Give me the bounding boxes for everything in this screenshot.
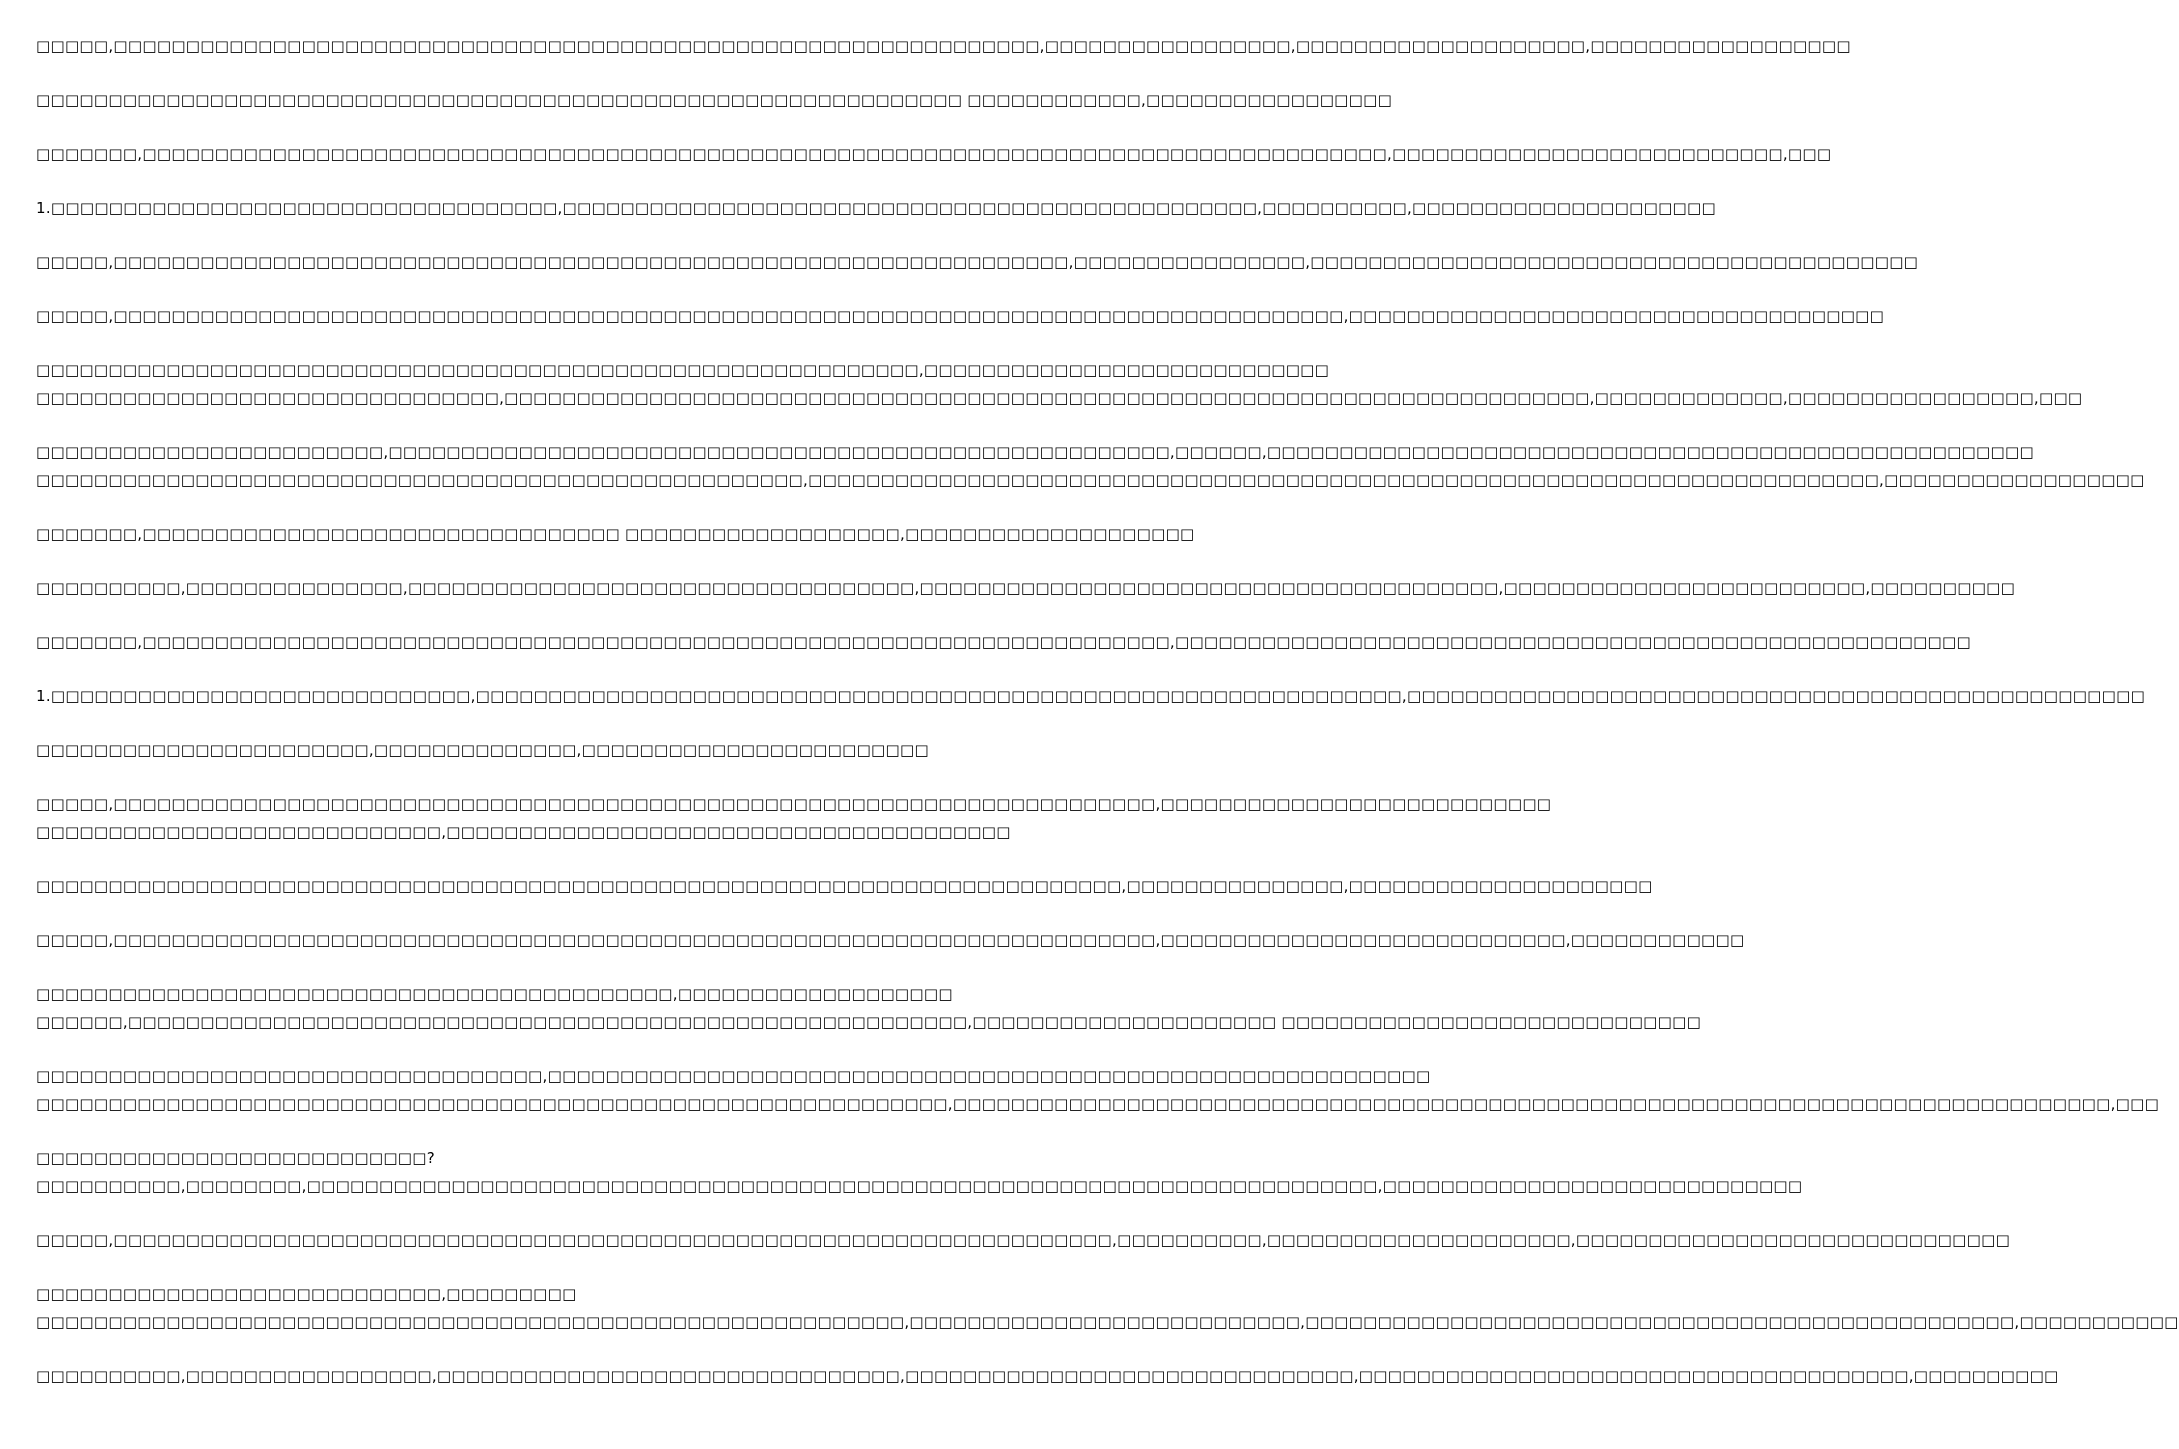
text-line: □□□□□□□□□□□□□□□□□□□□□□□□,□□□□□□□□□□□□□□□□□□□□□□□□□□□□□□□□□□□□□□□□□□□□□□□□□□□□□□,□□□□□□,□□□□□□□□□□□□□□□□□□□□□□□□□□□□□□□□□□□□□□□□□□□□□□□□□□□□□ bbox=[36, 443, 2034, 461]
text-line: □□□□□,□□□□□□□□□□□□□□□□□□□□□□□□□□□□□□□□□□□□□□□□□□□□□□□□□□□□□□□□□□□□□□□□□□□□□□□□□□□□□□□□□□□□□,□□□□□□□□□□□□□□□□□□□□□□□□□□□□□□□□□□□□□ bbox=[36, 307, 1885, 325]
paragraph bbox=[36, 248, 1919, 276]
text-line: □□□□□□□□□□□□□□□□□□□□□□□□□□□□,□□□□□□□□□□□□□□□□□□□□□□□□□□□□□□□□□□□□□□□ bbox=[36, 823, 1011, 841]
question-line: □□□□□□□□□□□□□□□□□□□□□□□□□□□? bbox=[36, 1149, 436, 1167]
paragraph bbox=[36, 1144, 1803, 1200]
text-line: □□□□□□□□□□□□□□□□□□□□□□□□□□□□□□□□□□□□□□□□□□□□□□□□□□□□□□□□□□□□□□□□□□□□□□□□□□□,□□□□□□□□□□□□□□□,□□□□□□□□□□□□□□□□□□□□□ bbox=[36, 877, 1653, 895]
text-line: 1.□□□□□□□□□□□□□□□□□□□□□□□□□□□□□,□□□□□□□□□□□□□□□□□□□□□□□□□□□□□□□□□□□□□□□□□□□□□□□□□□□□□□□□□□□□□□□□,□□□□□□□□□□□□□□□□□□□□□□□□□□□□□□□□□□□□□□□□□□□□□□□□□□□ bbox=[36, 687, 2146, 705]
text-line: 1.□□□□□□□□□□□□□□□□□□□□□□□□□□□□□□□□□□□,□□□□□□□□□□□□□□□□□□□□□□□□□□□□□□□□□□□□□□□□□□□□□□□□,□□□□□□□□□□,□□□□□□□□□□□□□□□□□□□□□ bbox=[36, 199, 1716, 217]
text-line: □□□□□□□□□□□□□□□□□□□□□□□,□□□□□□□□□□□□□□,□□□□□□□□□□□□□□□□□□□□□□□□ bbox=[36, 741, 929, 759]
text-line: □□□□□□□□□□□□□□□□□□□□□□□□□□□□□□□□□□□□□□□□□□□□□□□□□□□□□□□□□□□□□,□□□□□□□□□□□□□□□□□□□□□□□□□□□□ bbox=[36, 361, 1330, 379]
paragraph bbox=[36, 302, 1885, 330]
paragraph bbox=[36, 736, 990, 764]
text-line: □□□□□,□□□□□□□□□□□□□□□□□□□□□□□□□□□□□□□□□□□□□□□□□□□□□□□□□□□□□□□□□□□□□□□□□□□□□□□□,□□□□□□□□□□□□□□□□□□□□□□□□□□□□,□□□□□□□□□□□□ bbox=[36, 931, 1745, 949]
paragraph bbox=[36, 140, 1832, 168]
paragraph bbox=[36, 872, 1653, 900]
paragraph bbox=[36, 356, 2083, 412]
text-line: □□□□□,□□□□□□□□□□□□□□□□□□□□□□□□□□□□□□□□□□□□□□□□□□□□□□□□□□□□□□□□□□□□□□□□□□,□□□□□□□□□□□□□□□□,□□□□□□□□□□□□□□□□□□□□□□□□□□□□□□□□□□□□□□□□□□ bbox=[36, 253, 1919, 271]
text-line: □□□□□,□□□□□□□□□□□□□□□□□□□□□□□□□□□□□□□□□□□□□□□□□□□□□□□□□□□□□□□□□□□□□□□□,□□□□□□□□□□□□□□□□□,□□□□□□□□□□□□□□□□□□□□,□□□□□□□□□□□□□□□□□□ bbox=[36, 37, 1851, 55]
paragraph bbox=[36, 520, 1195, 548]
text-line: □□□□□□□□□□□□□□□□□□□□□□□□□□□□,□□□□□□□□□ bbox=[36, 1285, 577, 1303]
text-line: □□□□□,□□□□□□□□□□□□□□□□□□□□□□□□□□□□□□□□□□□□□□□□□□□□□□□□□□□□□□□□□□□□□□□□□□□□□□□□,□□□□□□□□□□□□□□□□□□□□□□□□□□□ bbox=[36, 795, 1552, 813]
paragraph bbox=[36, 1226, 2011, 1254]
text-line: □□□□□□□□□□,□□□□□□□□□□□□□□□□□,□□□□□□□□□□□□□□□□□□□□□□□□□□□□□□□□,□□□□□□□□□□□□□□□□□□□□□□□□□□□□□□□,□□□□□□□□□□□□□□□□□□□□□□□□□□□□□□□□□□□□□□,□□□□□□□□□□ bbox=[36, 1367, 2059, 1385]
paragraph bbox=[36, 1362, 2059, 1390]
text-line: □□□□□□□□□□□□□□□□□□□□□□□□□□□□□□□□□□□,□□□□□□□□□□□□□□□□□□□□□□□□□□□□□□□□□□□□□□□□□□□□□□□□□□□□□□□□□□□□□ bbox=[36, 1067, 1431, 1085]
document-body bbox=[36, 32, 2179, 1416]
text-line: □□□□□□□□□□□□□□□□□□□□□□□□□□□□□□□□□□□□□□□□□□□□,□□□□□□□□□□□□□□□□□□□ bbox=[36, 985, 953, 1003]
text-line: □□□□□□□□□□□□□□□□□□□□□□□□□□□□□□□□□□□□□□□□□□□□□□□□□□□□□□□□□□□□,□□□□□□□□□□□□□□□□□□□□□□□□□□□,□□□□□□□□□□□□□□□□□□□□□□□□□□□□□□□□□□□□□□□□□□□□□□□□□,□□□□□□□□□□□ bbox=[36, 1313, 2179, 1331]
paragraph bbox=[36, 438, 2145, 494]
paragraph bbox=[36, 86, 1393, 114]
numbered-paragraph bbox=[36, 682, 2146, 710]
text-line: □□□□□,□□□□□□□□□□□□□□□□□□□□□□□□□□□□□□□□□□□□□□□□□□□□□□□□□□□□□□□□□□□□□□□□□□□□□,□□□□□□□□□□,□□□□□□□□□□□□□□□□□□□□□,□□□□□□□□□□□□□□□□□□□□□□□□□□□□□□ bbox=[36, 1231, 2011, 1249]
paragraph bbox=[36, 574, 2016, 602]
text-line: □□□□□□□□□□,□□□□□□□□□□□□□□□,□□□□□□□□□□□□□□□□□□□□□□□□□□□□□□□□□□□,□□□□□□□□□□□□□□□□□□□□□□□□□□□□□□□□□□□□□□□□,□□□□□□□□□□□□□□□□□□□□□□□□□,□□□□□□□□□□ bbox=[36, 579, 2016, 597]
text-line: □□□□□□□□□□□□□□□□□□□□□□□□□□□□□□□□,□□□□□□□□□□□□□□□□□□□□□□□□□□□□□□□□□□□□□□□□□□□□□□□□□□□□□□□□□□□□□□□□□□□□□□□□□□□,□□□□□□□□□□□□□,□□□□□□□□□□□□□□□□□,□□□ bbox=[36, 389, 2083, 407]
numbered-paragraph bbox=[36, 194, 1716, 222]
text-line: □□□□□□□,□□□□□□□□□□□□□□□□□□□□□□□□□□□□□□□□□□□□□□□□□□□□□□□□□□□□□□□□□□□□□□□□□□□□□□□,□□□□□□□□□□□□□□□□□□□□□□□□□□□□□□□□□□□□□□□□□□□□□□□□□□□□□□□ bbox=[36, 633, 1971, 651]
paragraph bbox=[36, 980, 1702, 1036]
paragraph bbox=[36, 926, 1745, 954]
paragraph bbox=[36, 628, 1971, 656]
text-line: □□□□□□□□□□□□□□□□□□□□□□□□□□□□□□□□□□□□□□□□□□□□□□□□□□□□□□□□□□□□□□□,□□□□□□□□□□□□□□□□□□□□□□□□□□□□□□□□□□□□□□□□□□□□□□□□□□□□□□□□□□□□□□□□□□□□□□□□□□□□□□□□,□□□ bbox=[36, 1095, 2160, 1113]
text-line: □□□□□□□□□□□□□□□□□□□□□□□□□□□□□□□□□□□□□□□□□□□□□□□□□□□□□,□□□□□□□□□□□□□□□□□□□□□□□□□□□□□□□□□□□□□□□□□□□□□□□□□□□□□□□□□□□□□□□□□□□□□□□□□□,□□□□□□□□□□□□□□□□□□ bbox=[36, 471, 2145, 489]
text-line: □□□□□□□,□□□□□□□□□□□□□□□□□□□□□□□□□□□□□□□□□ □□□□□□□□□□□□□□□□□□□,□□□□□□□□□□□□□□□□□□□□ bbox=[36, 525, 1195, 543]
text-line: □□□□□□□,□□□□□□□□□□□□□□□□□□□□□□□□□□□□□□□□□□□□□□□□□□□□□□□□□□□□□□□□□□□□□□□□□□□□□□□□□□□□□□□□□□□□□□,□□□□□□□□□□□□□□□□□□□□□□□□□□□,□□□ bbox=[36, 145, 1832, 163]
text-line: □□□□□□,□□□□□□□□□□□□□□□□□□□□□□□□□□□□□□□□□□□□□□□□□□□□□□□□□□□□□□□□□□,□□□□□□□□□□□□□□□□□□□□□ □□□□□□□□□□□□□□□□□□□□□□□□□□□□□ bbox=[36, 1013, 1702, 1031]
paragraph bbox=[36, 32, 1851, 60]
text-line: □□□□□□□□□□□□□□□□□□□□□□□□□□□□□□□□□□□□□□□□□□□□□□□□□□□□□□□□□□□□□□□□ □□□□□□□□□□□□,□□□□□□□□□□□□□□□□□ bbox=[36, 91, 1393, 109]
paragraph bbox=[36, 1062, 2160, 1118]
text-line: □□□□□□□□□□,□□□□□□□□,□□□□□□□□□□□□□□□□□□□□□□□□□□□□□□□□□□□□□□□□□□□□□□□□□□□□□□□□□□□□□□□□□□□□□□□□□□,□□□□□□□□□□□□□□□□□□□□□□□□□□□□□ bbox=[36, 1177, 1803, 1195]
paragraph bbox=[36, 790, 1552, 846]
paragraph bbox=[36, 1280, 2179, 1336]
